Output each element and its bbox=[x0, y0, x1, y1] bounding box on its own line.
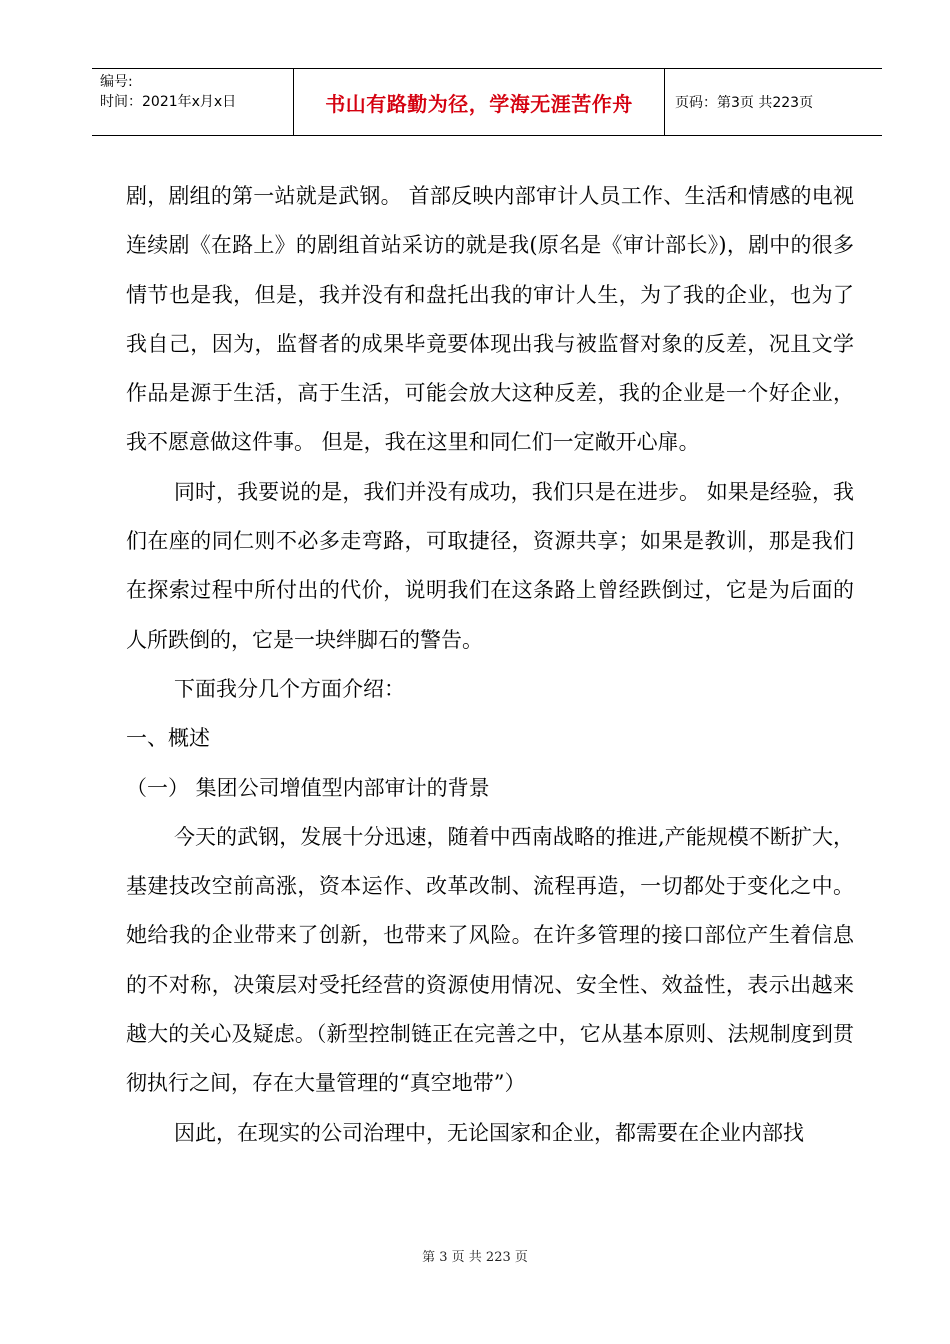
page-footer: 第 3 页 共 223 页 bbox=[422, 1250, 528, 1265]
header-page-info: 页码：第3页 共223页 bbox=[675, 95, 814, 111]
header-meta bbox=[92, 69, 293, 135]
paragraph: 因此，在现实的公司治理中，无论国家和企业，都需要在企业内部找 bbox=[174, 1120, 804, 1145]
paragraph: 今天的武钢，发展十分迅速，随着中西南战略的推进,产能规模不断扩大，基建技改空前高涨，资本运作、改革改制、流程再造，一切都处于变化之中。她给我的企业带来了创新，也带来了风险。在许多管理的接口部位产生着信息的不对称，决策层对受托经营的资源使用情况、安全性、效益性，表示出越来越大的关心及疑虑。（新型控制链正在完善之中，它从基本原则、法规制度到贯彻执行之间，存在大量管理的“真空地带”） bbox=[126, 824, 854, 1096]
paragraph: 同时，我要说的是，我们并没有成功，我们只是在进步。 如果是经验，我们在座的同仁则不必多走弯路，可取捷径，资源共享；如果是教训，那是我们在探索过程中所付出的代价，说明我们在这条路上曾经跌倒过，它是为后面的人所跌倒的，它是一块绊脚石的警告。 bbox=[126, 479, 854, 652]
page-header bbox=[92, 68, 882, 136]
paragraph: 剧，剧组的第一站就是武钢。 首部反映内部审计人员工作、生活和情感的电视连续剧《在路上》的剧组首站采访的就是我(原名是《审计部长》)，剧中的很多情节也是我，但是，我并没有和盘托出我的审计人生，为了我的企业，也为了我自己，因为，监督者的成果毕竟要体现出我与被监督对象的反差，况且文学作品是源于生活，高于生活，可能会放大这种反差，我的企业是一个好企业，我不愿意做这件事。 但是，我在这里和同仁们一定敞开心扉。 bbox=[126, 184, 854, 455]
section-heading: 一、概述 bbox=[126, 726, 210, 751]
document-body bbox=[126, 172, 854, 1158]
header-motto: 书山有路勤为径，学海无涯苦作舟 bbox=[293, 69, 665, 135]
subsection-heading: （一） 集团公司增值型内部审计的背景 bbox=[126, 775, 490, 800]
time-label: 时间：2021年x月x日 bbox=[100, 94, 237, 110]
code-label: 编号: bbox=[100, 74, 133, 90]
paragraph: 下面我分几个方面介绍： bbox=[174, 676, 405, 701]
